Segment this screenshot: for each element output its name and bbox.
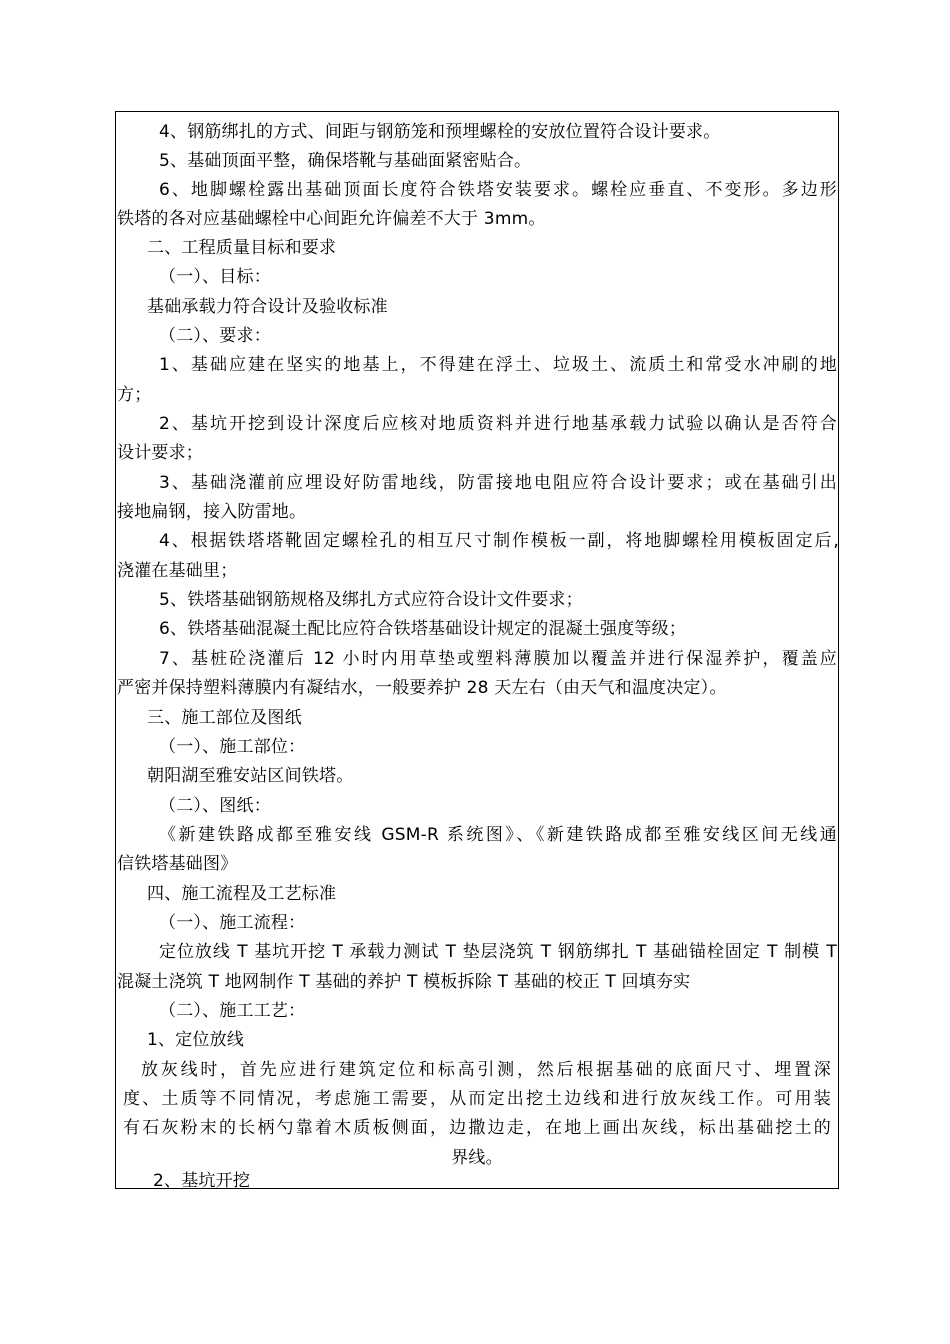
document-table-cell (115, 111, 839, 1189)
text-line: 设计要求； (117, 443, 203, 463)
text-line: 1、定位放线 (147, 1030, 245, 1050)
text-line: 严密并保持塑料薄膜内有凝结水，一般要养护 28 天左右（由天气和温度决定）。 (117, 678, 727, 698)
section-heading: 三、施工部位及图纸 (147, 708, 302, 728)
subsection-heading: （二）、施工工艺： (159, 1001, 306, 1021)
text-line: 《新建铁路成都至雅安线 GSM-R 系统图》、《新建铁路成都至雅安线区间无线通 (159, 825, 837, 845)
text-line: 5、铁塔基础钢筋规格及绑扎方式应符合设计文件要求； (159, 590, 583, 610)
text-line: 2、基坑开挖到设计深度后应核对地质资料并进行地基承载力试验以确认是否符合 (159, 414, 837, 434)
text-line: 4、钢筋绑扎的方式、间距与钢筋笼和预埋螺栓的安放位置符合设计要求。 (159, 122, 721, 142)
text-line: 接地扁钢，接入防雷地。 (117, 502, 307, 522)
subsection-heading: （二）、要求： (159, 326, 271, 346)
text-line: 度、土质等不同情况，考虑施工需要，从而定出挖土边线和进行放灰线工作。可用装 (123, 1089, 831, 1109)
text-line: 定位放线 T 基坑开挖 T 承载力测试 T 垫层浇筑 T 钢筋绑扎 T 基础锚栓固定 T 制模 T (159, 942, 837, 962)
subsection-heading: （一）、施工流程： (159, 913, 306, 933)
section-heading: 四、施工流程及工艺标准 (147, 884, 337, 904)
text-line: 4、根据铁塔塔靴固定螺栓孔的相互尺寸制作模板一副，将地脚螺栓用模板固定后, (159, 531, 839, 551)
text-line: 5、基础顶面平整，确保塔靴与基础面紧密贴合。 (159, 151, 532, 171)
text-line: 放灰线时，首先应进行建筑定位和标高引测，然后根据基础的底面尺寸、埋置深 (141, 1060, 831, 1080)
text-line: 7、基桩砼浇灌后 12 小时内用草垫或塑料薄膜加以覆盖并进行保湿养护，覆盖应 (159, 649, 837, 669)
text-line: 方； (117, 385, 152, 405)
section-heading: 二、工程质量目标和要求 (147, 238, 337, 258)
text-line: 6、铁塔基础混凝土配比应符合铁塔基础设计规定的混凝土强度等级； (159, 619, 687, 639)
text-line: 界线。 (451, 1148, 503, 1168)
text-line: 朝阳湖至雅安站区间铁塔。 (147, 766, 354, 786)
subsection-heading: （一）、施工部位： (159, 737, 306, 757)
subsection-heading: （二）、图纸： (159, 796, 271, 816)
text-line: 浇灌在基础里； (117, 561, 238, 581)
text-line: 3、基础浇灌前应埋设好防雷地线，防雷接地电阻应符合设计要求；或在基础引出 (159, 473, 837, 493)
text-line: 基础承载力符合设计及验收标准 (147, 297, 388, 317)
subsection-heading: （一）、目标： (159, 267, 271, 287)
text-line: 混凝土浇筑 T 地网制作 T 基础的养护 T 模板拆除 T 基础的校正 T 回填夯实 (117, 972, 691, 992)
text-line: 2、基坑开挖 (153, 1171, 251, 1191)
text-line: 信铁塔基础图》 (117, 854, 238, 874)
text-line: 6、地脚螺栓露出基础顶面长度符合铁塔安装要求。螺栓应垂直、不变形。多边形 (159, 180, 837, 200)
text-line: 铁塔的各对应基础螺栓中心间距允许偏差不大于 3mm。 (117, 209, 546, 229)
text-line: 有石灰粉末的长柄勺靠着木质板侧面，边撒边走，在地上画出灰线，标出基础挖土的 (123, 1118, 831, 1138)
text-line: 1、基础应建在坚实的地基上，不得建在浮土、垃圾土、流质土和常受水冲刷的地 (159, 355, 837, 375)
